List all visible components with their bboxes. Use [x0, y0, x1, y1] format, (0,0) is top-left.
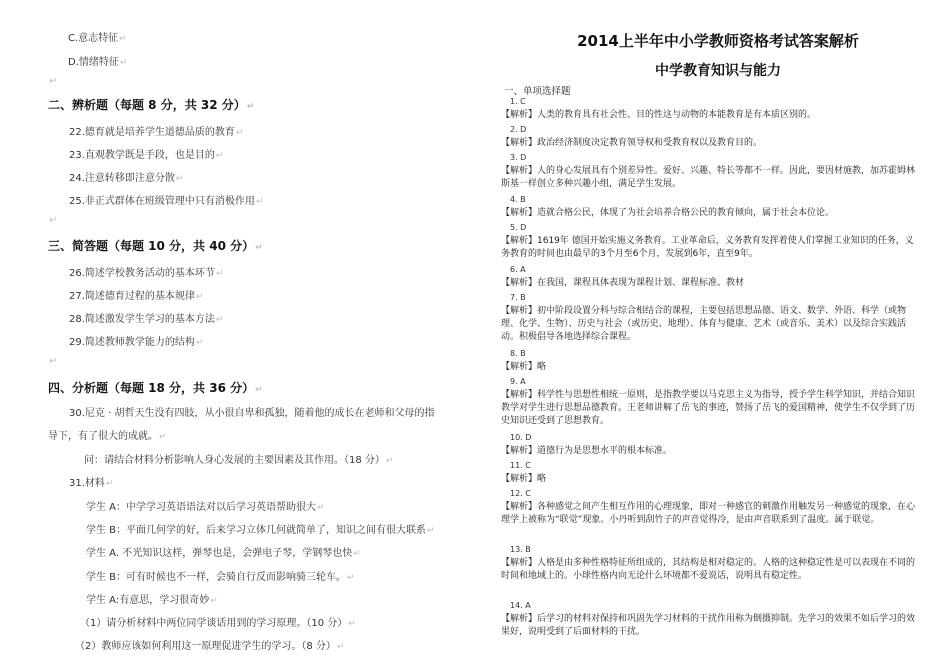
answer-number: 4. B [510, 195, 526, 204]
blank-line: ↵ [49, 215, 58, 226]
answer-number: 1. C [510, 97, 526, 106]
question-31-sub-1: （1）请分析材料中两位同学谈话用到的学习原理。（10 分）↵ [80, 618, 356, 629]
answer-subtitle: 中学教育知识与能力 [655, 63, 781, 79]
question-31-title: 31.材料↵ [69, 478, 114, 489]
question-30-line-1: 30.尼克 · 胡哲天生没有四肢，从小很自卑和孤独，随着他的成长在老师和父母的指 [69, 408, 435, 419]
answer-number: 13. B [510, 545, 531, 554]
answer-section-title: 一、单项选择题 [504, 86, 571, 97]
answer-analysis: 【解析】造就合格公民，体现了为社会培养合格公民的教育倾向，属于社会本位论。 [501, 208, 835, 218]
answer-number: 7. B [510, 293, 526, 302]
question-22: 22.德育就是培养学生道德品质的教育↵ [69, 127, 244, 138]
question-28: 28.简述激发学生学习的基本方法↵ [69, 314, 224, 325]
option-c: C.意志特征↵ [68, 33, 127, 44]
answer-analysis: 【解析】略 [501, 362, 547, 372]
answer-number: 8. B [510, 349, 526, 358]
answer-number: 9. A [510, 377, 526, 386]
answer-analysis: 【解析】1619年 德国开始实施义务教育。工业革命后，义务教育发挥着使人们掌握工业知识的任务，义务教育的时间也由最早的3个月至6个月，发展到6年，直至9年。 [501, 236, 914, 259]
answer-analysis: 【解析】人格是由多种性格特征所组成的，其结构是相对稳定的。人格的这种稳定性是可以表现在不同的时间和地域上的。小球性格内向无论什么环境都不爱说话，说明具有稳定性。 [501, 558, 916, 581]
answer-analysis: 【解析】在我国，课程具体表现为课程计划、课程标准、教材 [501, 278, 745, 288]
section-4-title: 四、分析题（每题 18 分，共 36 分）↵ [48, 381, 263, 395]
question-26: 26.简述学校教务活动的基本环节↵ [69, 268, 224, 279]
answer-analysis: 【解析】科学性与思想性相统一原则，是指教学要以马克思主义为指导，授予学生科学知识，并结合知识教学对学生进行思想品德教育。王老师讲解了岳飞的事迹，赞扬了岳飞的爱国精神，使学生不仅学到了历史知识还受到了思想教育。 [501, 390, 916, 426]
answer-number: 14. A [510, 601, 531, 610]
question-30-line-2: 导下，有了很大的成就。↵ [48, 431, 167, 442]
question-30-ask: 问：请结合材料分析影响人身心发展的主要因素及其作用。（18 分）↵ [84, 455, 394, 466]
answer-analysis: 【解析】后学习的材料对保持和巩固先学习材料的干扰作用称为倒摄抑制。先学习的效果不如后学习的效果好，说明受到了后面材料的干扰。 [501, 614, 916, 637]
answer-analysis: 【解析】人的身心发展具有个别差异性。爱好、兴趣、特长等都不一样。因此，要因材施教，加苏霍姆林斯基一样创立多种兴趣小组，满足学生发展。 [501, 166, 916, 189]
dialog-line-1: 学生 A：中学学习英语语法对以后学习英语帮助很大↵ [86, 502, 325, 513]
answer-number: 6. A [510, 265, 526, 274]
answer-analysis: 【解析】人类的教育具有社会性、目的性这与动物的本能教育是有本质区别的。 [501, 110, 817, 120]
dialog-line-3: 学生 A. 不光知识这样，弹琴也是，会弹电子琴，学钢琴也快↵ [86, 548, 361, 559]
question-25: 25.非正式群体在班级管理中只有消极作用↵ [69, 196, 264, 207]
answer-number: 3. D [510, 153, 527, 162]
answer-analysis: 【解析】各种感觉之间产生相互作用的心理现象，即对一种感官的刺激作用触发另一种感觉的现象，在心理学上被称为“联觉”现象。小丹听到刮竹子的声音觉得冷，是由声音联系到了温度。属于联觉。 [501, 502, 916, 525]
dialog-line-4: 学生 B：可有时候也不一样，会骑自行反而影响骑三轮车。↵ [86, 572, 355, 583]
answer-number: 11. C [510, 461, 531, 470]
question-31-sub-2: （2）教师应该如何利用这一原理促进学生的学习。（8 分）↵ [75, 641, 345, 652]
section-3-title: 三、简答题（每题 10 分，共 40 分）↵ [48, 239, 263, 253]
blank-line: ↵ [49, 76, 58, 87]
dialog-line-2: 学生 B：平面几何学的好，后来学习立体几何就简单了，知识之间有很大联系↵ [86, 525, 435, 536]
answer-analysis: 【解析】政治经济制度决定教育领导权和受教育权以及教育目的。 [501, 138, 763, 148]
dialog-line-5: 学生 A:有意思，学习很奇妙↵ [86, 595, 218, 606]
answer-title: 2014上半年中小学教师资格考试答案解析 [577, 32, 859, 50]
answer-analysis: 【解析】初中阶段设置分科与综合相结合的课程，主要包括思想品德、语文、数学、外语、科学（或物理、化学、生物）、历史与社会（或历史、地理）、体育与健康、艺术（或音乐、美术）以及综合实践活动。积极倡导各地选择综合课程。 [501, 306, 907, 342]
answer-number: 2. D [510, 125, 527, 134]
right-page [488, 0, 950, 672]
answer-number: 5. D [510, 223, 527, 232]
question-27: 27.简述德育过程的基本规律↵ [69, 291, 204, 302]
blank-line: ↵ [49, 356, 58, 367]
question-29: 29.简述教师教学能力的结构↵ [69, 337, 204, 348]
question-24: 24.注意转移即注意分散↵ [69, 173, 184, 184]
answer-number: 12. C [510, 489, 531, 498]
option-d: D.情绪特征↵ [68, 57, 128, 68]
section-2-title: 二、辨析题（每题 8 分，共 32 分）↵ [48, 98, 255, 112]
answer-analysis: 【解析】道德行为是思想水平的根本标准。 [501, 446, 673, 456]
question-23: 23.直观教学既是手段，也是目的↵ [69, 150, 224, 161]
answer-analysis: 【解析】略 [501, 474, 547, 484]
answer-number: 10. D [510, 433, 532, 442]
